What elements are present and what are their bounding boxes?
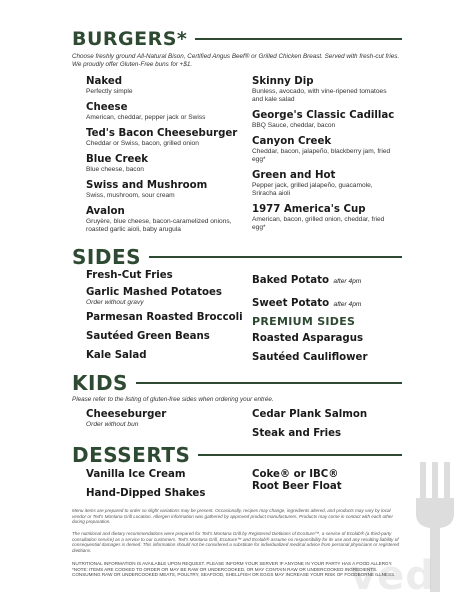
menu-item: George's Classic Cadillac BBQ Sauce, cheddar, bacon [252,110,395,129]
menu-item: Roasted Asparagus [252,333,364,344]
menu-item: Avalon Gruyère, blue cheese, bacon-caramelized onions, roasted garlic aioli, baby arugula [86,206,232,233]
burgers-title: BURGERS* [72,28,188,50]
menu-item: Coke® or IBC® Root Beer Float [252,469,342,492]
menu-item: Parmesan Roasted Broccoli [86,312,243,323]
desserts-right-column [252,469,416,506]
menu-item: Canyon Creek Cheddar, bacon, jalapeño, blackberry jam, fried egg* [252,136,391,163]
sides-title: SIDES [72,245,142,269]
kids-title: KIDS [72,371,128,395]
footer-disclaimer-nutrition: The nutritional and dietary recommendations were prepared for Ted's Montana Grill by Registered Dietitians of EcoSure™, a service of Ecolab® (a third-party consultation service) as a service to our customers. Ted's Montana Grill, EcoSure™ and Ecolab® assume no responsibility for its use and any resulting liability of consequential damages is denied. This information should not be considered a substitute for individualized medical advice from personal physicians or registered dietitians. [72,531,400,553]
menu-item: 1977 America's Cup American, bacon, grilled onion, cheddar, fried egg* [252,204,385,231]
menu-item: Naked Perfectly simple [86,76,133,95]
desserts-rule [198,454,402,456]
kids-header [72,370,402,396]
burgers-left-column [86,76,252,240]
sides-left-column [86,270,252,370]
burgers-right-column [252,76,416,240]
menu-item: Baked Potato after 4pm [252,275,362,286]
footer-allergy-notice: NUTRITIONAL INFORMATION IS AVAILABLE UPON REQUEST. PLEASE INFORM YOUR SERVER IF ANYONE IN YOUR PARTY HAS A FOOD ALLERGY. *NOTE: ITEMS ARE COOKED TO ORDER OR MAY BE RAW OR UNDERCOOKED, OR MAY CONTAIN RAW OR UNDERCOOKED INGREDIENTS. CONSUMING RAW OR UNDERCOOKED MEATS, POULTRY, SEAFOOD, SHELLFISH OR EGGS MAY INCREASE YOUR RISK OF FOODBORNE ILLNESS. [72,561,396,578]
burgers-intro: Choose freshly ground All-Natural Bison, Certified Angus Beef® or Grilled Chicken Breast. Served with fresh-cut fries. We proudly offer Gluten-Free buns for +$1. [72,53,400,68]
kids-intro: Please refer to the listing of gluten-free sides when ordering your entrée. [72,396,274,403]
menu-item: Hand-Dipped Shakes [86,488,206,499]
premium-sides-title: PREMIUM SIDES [252,315,356,328]
menu-item: Swiss and Mushroom Swiss, mushroom, sour cream [86,180,208,199]
sides-rule [149,256,402,258]
burgers-columns [86,76,416,240]
desserts-left-column [86,469,252,506]
menu-item: Steak and Fries [252,428,342,439]
desserts-header [72,442,402,468]
burgers-rule [195,38,402,40]
menu-item: Kale Salad [86,350,147,361]
kids-columns [86,409,416,446]
menu-item: Ted's Bacon Cheeseburger Cheddar or Swiss, bacon, grilled onion [86,128,238,147]
menu-item: Vanilla Ice Cream [86,469,186,480]
sides-header [72,244,402,270]
menu-item: Green and Hot Pepper jack, grilled jalapeño, guacamole, Sriracha aioli [252,170,373,197]
desserts-columns [86,469,416,506]
menu-item: Skinny Dip Bunless, avocado, with vine-ripened tomatoes and kale salad [252,76,387,103]
sides-right-column [252,270,416,370]
menu-item: Cheese American, cheddar, pepper jack or Swiss [86,102,206,121]
desserts-title: DESSERTS [72,443,191,467]
kids-rule [136,382,402,384]
menu-item: Cheeseburger Order without bun [86,409,167,428]
menu-item: Garlic Mashed Potatoes Order without gravy [86,287,222,306]
menu-item: Blue Creek Blue cheese, bacon [86,154,149,173]
menu-item: Sautéed Cauliflower [252,352,368,363]
kids-left-column [86,409,252,446]
menu-item: Fresh-Cut Fries [86,270,173,281]
menu-item: Sweet Potato after 4pm [252,298,362,309]
menu-item: Cedar Plank Salmon [252,409,368,420]
sides-columns [86,270,416,370]
footer-disclaimer-preparation: Menu items are prepared to order so slight variations may be present. Occasionally, recipes may change, ingredients altered, and products may vary by local vendor or Ted's Montana Grill Location. Allergen information was gathered by approved product manufacturers. Products may come in contact with each other during preparation. [72,508,393,525]
burgers-header [72,27,402,51]
kids-right-column [252,409,416,446]
watermark-text: ved [350,553,435,599]
menu-item: Sautéed Green Beans [86,331,210,342]
